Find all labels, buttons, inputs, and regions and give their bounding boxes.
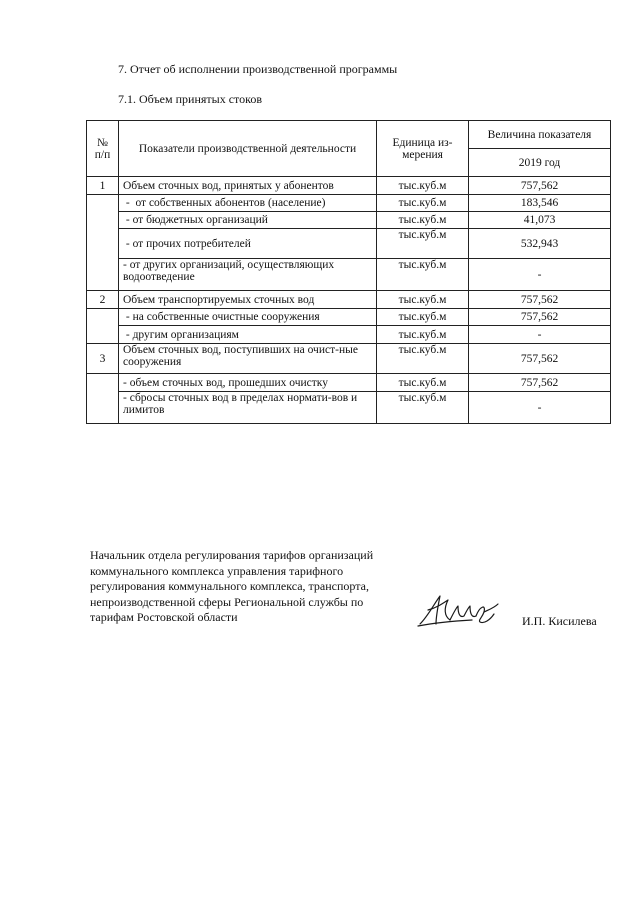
- row-indicator: - сбросы сточных вод в пределах нормати-вов и лимитов: [119, 392, 377, 424]
- header-indicator: Показатели производственной деятельности: [119, 121, 377, 177]
- signatory-position: [90, 548, 420, 626]
- position-line: тарифам Ростовской области: [90, 610, 238, 624]
- row-unit: тыс.куб.м: [377, 259, 469, 291]
- row-number: [87, 195, 119, 291]
- row-unit: тыс.куб.м: [377, 177, 469, 195]
- table-row: [87, 291, 611, 309]
- row-indicator: - на собственные очистные сооружения: [119, 309, 377, 326]
- header-num: № п/п: [87, 121, 119, 177]
- row-indicator: Объем транспортируемых сточных вод: [119, 291, 377, 309]
- row-indicator: - от других организаций, осуществляющих водоотведение: [119, 259, 377, 291]
- signatory-name: И.П. Кисилева: [522, 614, 597, 628]
- row-indicator: - объем сточных вод, прошедших очистку: [119, 374, 377, 392]
- header-year: 2019 год: [469, 149, 611, 177]
- row-unit: тыс.куб.м: [377, 309, 469, 326]
- table-row: [87, 392, 611, 424]
- row-value: -: [469, 392, 611, 424]
- row-value: -: [469, 259, 611, 291]
- row-number: [87, 309, 119, 344]
- table-row: [87, 326, 611, 344]
- row-unit: тыс.куб.м: [377, 392, 469, 424]
- row-unit: тыс.куб.м: [377, 374, 469, 392]
- header-value-group: Величина показателя: [469, 121, 611, 149]
- table-row: [87, 309, 611, 326]
- row-unit: тыс.куб.м: [377, 229, 469, 259]
- row-number: 1: [87, 177, 119, 195]
- position-line: непроизводственной сферы Региональной службы по: [90, 594, 364, 609]
- stock-volume-table: [86, 120, 611, 424]
- row-number: 3: [87, 344, 119, 374]
- row-number: [87, 374, 119, 424]
- table-row: [87, 344, 611, 374]
- table-row: [87, 374, 611, 392]
- row-value: 757,562: [469, 177, 611, 195]
- row-indicator: - от бюджетных организаций: [119, 212, 377, 229]
- row-value: 532,943: [469, 229, 611, 259]
- row-value: 41,073: [469, 212, 611, 229]
- header-unit: Единица из-мерения: [377, 121, 469, 177]
- row-value: 183,546: [469, 195, 611, 212]
- row-unit: тыс.куб.м: [377, 212, 469, 229]
- position-line: коммунального комплекса управления тарифного: [90, 563, 344, 578]
- table-row: [87, 177, 611, 195]
- row-value: 757,562: [469, 291, 611, 309]
- row-value: -: [469, 326, 611, 344]
- row-number: 2: [87, 291, 119, 309]
- row-indicator: - от собственных абонентов (население): [119, 195, 377, 212]
- row-unit: тыс.куб.м: [377, 344, 469, 374]
- table-row: [87, 259, 611, 291]
- row-unit: тыс.куб.м: [377, 291, 469, 309]
- row-value: 757,562: [469, 309, 611, 326]
- handwritten-signature: [414, 590, 504, 630]
- row-value: 757,562: [469, 344, 611, 374]
- row-indicator: Объем сточных вод, принятых у абонентов: [119, 177, 377, 195]
- row-indicator: - другим организациям: [119, 326, 377, 344]
- section-title: 7. Отчет об исполнении производственной программы: [118, 62, 398, 76]
- row-unit: тыс.куб.м: [377, 195, 469, 212]
- row-indicator: Объем сточных вод, поступивших на очист-ные сооружения: [119, 344, 377, 374]
- position-line: регулирования коммунального комплекса, транспорта,: [90, 579, 369, 593]
- table-row: [87, 229, 611, 259]
- table-row: [87, 195, 611, 212]
- position-line: Начальник отдела регулирования тарифов организаций: [90, 548, 374, 562]
- row-indicator: - от прочих потребителей: [119, 229, 377, 259]
- subsection-title: 7.1. Объем принятых стоков: [118, 92, 262, 106]
- row-unit: тыс.куб.м: [377, 326, 469, 344]
- table-row: [87, 212, 611, 229]
- row-value: 757,562: [469, 374, 611, 392]
